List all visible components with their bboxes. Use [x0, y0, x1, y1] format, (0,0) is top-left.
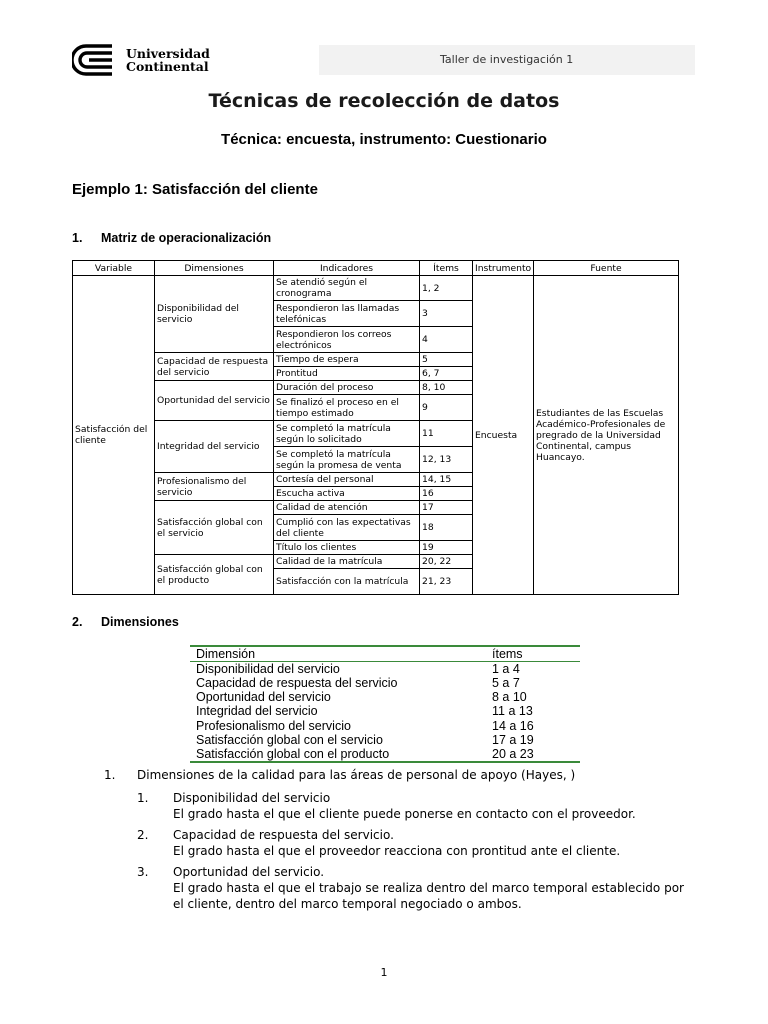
- matrix-source-cell: Estudiantes de las Escuelas Académico-Profesionales de pregrado de la Universidad Continental, campus Huancayo.: [534, 276, 679, 595]
- logo-line-1: Universidad: [126, 46, 210, 61]
- matrix-indicator-cell: Se completó la matrícula según lo solicitado: [274, 421, 420, 447]
- dims-items-cell: 14 a 16: [492, 718, 534, 733]
- matrix-header-source: Fuente: [534, 261, 679, 276]
- sublist-number: 2.: [137, 828, 149, 842]
- course-name: Taller de investigación 1: [440, 53, 574, 66]
- list-item: [137, 790, 697, 822]
- matrix-indicator-cell: Satisfacción con la matrícula: [274, 569, 420, 595]
- section-2-title: Dimensiones: [101, 615, 179, 629]
- table-row: [73, 276, 679, 301]
- matrix-items-cell: 4: [420, 327, 473, 353]
- table-row: [190, 690, 580, 704]
- dims-dimension-cell: Integridad del servicio: [196, 704, 318, 719]
- list-number: 1.: [104, 768, 116, 782]
- matrix-indicator-cell: Se completó la matrícula según la promesa de venta: [274, 447, 420, 473]
- matrix-header-row: [73, 261, 679, 276]
- section-1-title: Matriz de operacionalización: [101, 231, 272, 245]
- matrix-header-variable: Variable: [73, 261, 155, 276]
- logo-line-2: Continental: [126, 59, 209, 74]
- matrix-indicator-cell: Calidad de atención: [274, 501, 420, 515]
- matrix-header-indicators: Indicadores: [274, 261, 420, 276]
- dims-dimension-cell: Profesionalismo del servicio: [196, 718, 351, 733]
- matrix-items-cell: 9: [420, 395, 473, 421]
- matrix-dimension-cell: Profesionalismo del servicio: [155, 473, 274, 501]
- dims-dimension-cell: Disponibilidad del servicio: [196, 662, 340, 676]
- university-logo-icon: [72, 43, 118, 77]
- matrix-indicator-cell: Título los clientes: [274, 541, 420, 555]
- matrix-dimension-cell: Integridad del servicio: [155, 421, 274, 473]
- dimensions-table: [190, 645, 580, 763]
- matrix-indicator-cell: Se atendió según el cronograma: [274, 276, 420, 301]
- matrix-items-cell: 18: [420, 515, 473, 541]
- matrix-items-cell: 3: [420, 301, 473, 327]
- page-number: 1: [380, 966, 388, 979]
- list-item: [104, 768, 575, 782]
- matrix-indicator-cell: Respondieron los correos electrónicos: [274, 327, 420, 353]
- dims-items-cell: 1 a 4: [492, 662, 520, 676]
- course-header-bar: [319, 45, 695, 75]
- matrix-header-items: Ítems: [420, 261, 473, 276]
- matrix-indicator-cell: Duración del proceso: [274, 381, 420, 395]
- matrix-indicator-cell: Prontitud: [274, 367, 420, 381]
- sublist-body: El grado hasta el que el trabajo se realiza dentro del marco temporal establecido por el cliente, dentro del marco temporal negociado o ambos.: [173, 881, 684, 911]
- dims-items-cell: 20 a 23: [486, 747, 580, 762]
- matrix-items-cell: 6, 7: [420, 367, 473, 381]
- page-subtitle: Técnica: encuesta, instrumento: Cuestionario: [221, 131, 547, 148]
- university-logo: [72, 42, 210, 78]
- matrix-indicator-cell: Tiempo de espera: [274, 353, 420, 367]
- matrix-instrument-cell: Encuesta: [473, 276, 534, 595]
- dims-items-cell: 11 a 13: [492, 704, 533, 719]
- sublist-title: Disponibilidad del servicio: [173, 791, 331, 805]
- matrix-dimension-cell: Satisfacción global con el servicio: [155, 501, 274, 555]
- table-row: [190, 733, 580, 747]
- sublist-title: Capacidad de respuesta del servicio.: [173, 828, 394, 842]
- dims-items-cell: 5 a 7: [492, 676, 520, 691]
- matrix-items-cell: 8, 10: [420, 381, 473, 395]
- operationalization-matrix: [72, 260, 679, 595]
- dims-dimension-cell: Satisfacción global con el servicio: [196, 732, 383, 747]
- dims-header-dimension: Dimensión: [190, 646, 486, 662]
- matrix-indicator-cell: Cumplió con las expectativas del cliente: [274, 515, 420, 541]
- matrix-dimension-cell: Disponibilidad del servicio: [155, 276, 274, 353]
- matrix-items-cell: 16: [420, 487, 473, 501]
- matrix-dimension-cell: Capacidad de respuesta del servicio: [155, 353, 274, 381]
- matrix-items-cell: 21, 23: [420, 569, 473, 595]
- matrix-items-cell: 20, 22: [420, 555, 473, 569]
- dims-header-items: ítems: [486, 646, 580, 662]
- section-2-heading: [72, 615, 179, 629]
- dims-dimension-cell: Capacidad de respuesta del servicio: [196, 676, 398, 691]
- table-row: [190, 747, 580, 762]
- matrix-indicator-cell: Respondieron las llamadas telefónicas: [274, 301, 420, 327]
- matrix-header-instrument: Instrumento: [473, 261, 534, 276]
- table-row: [190, 662, 580, 677]
- sublist-number: 3.: [137, 865, 149, 879]
- table-row: [190, 719, 580, 733]
- list-text: Dimensiones de la calidad para las áreas de personal de apoyo (Hayes, ): [137, 768, 576, 782]
- sublist-number: 1.: [137, 791, 149, 805]
- dims-header-row: [190, 646, 580, 662]
- matrix-items-cell: 19: [420, 541, 473, 555]
- matrix-indicator-cell: Escucha activa: [274, 487, 420, 501]
- matrix-items-cell: 17: [420, 501, 473, 515]
- matrix-header-dimensions: Dimensiones: [155, 261, 274, 276]
- sublist-body: El grado hasta el que el cliente puede ponerse en contacto con el proveedor.: [173, 807, 636, 821]
- matrix-items-cell: 12, 13: [420, 447, 473, 473]
- list-item: [137, 864, 697, 912]
- matrix-indicator-cell: Se finalizó el proceso en el tiempo estimado: [274, 395, 420, 421]
- dims-items-cell: 8 a 10: [492, 690, 527, 705]
- matrix-dimension-cell: Satisfacción global con el producto: [155, 555, 274, 595]
- dims-items-cell: 17 a 19: [492, 732, 534, 747]
- section-1-number: 1.: [72, 231, 83, 245]
- table-row: [190, 704, 580, 718]
- matrix-items-cell: 14, 15: [420, 473, 473, 487]
- matrix-dimension-cell: Oportunidad del servicio: [155, 381, 274, 421]
- matrix-items-cell: 1, 2: [420, 276, 473, 301]
- section-1-heading: [72, 231, 271, 245]
- matrix-items-cell: 5: [420, 353, 473, 367]
- section-2-number: 2.: [72, 615, 83, 629]
- dims-dimension-cell: Oportunidad del servicio: [196, 690, 331, 705]
- page-title: Técnicas de recolección de datos: [208, 90, 560, 112]
- dims-dimension-cell: Satisfacción global con el producto: [190, 747, 486, 762]
- sublist-title: Oportunidad del servicio.: [173, 865, 325, 879]
- list-item: [137, 827, 697, 859]
- matrix-indicator-cell: Calidad de la matrícula: [274, 555, 420, 569]
- matrix-items-cell: 11: [420, 421, 473, 447]
- matrix-variable-cell: Satisfacción del cliente: [73, 276, 155, 595]
- matrix-indicator-cell: Cortesía del personal: [274, 473, 420, 487]
- sublist-body: El grado hasta el que el proveedor reacciona con prontitud ante el cliente.: [173, 844, 621, 858]
- table-row: [190, 676, 580, 690]
- example-heading: Ejemplo 1: Satisfacción del cliente: [72, 181, 318, 198]
